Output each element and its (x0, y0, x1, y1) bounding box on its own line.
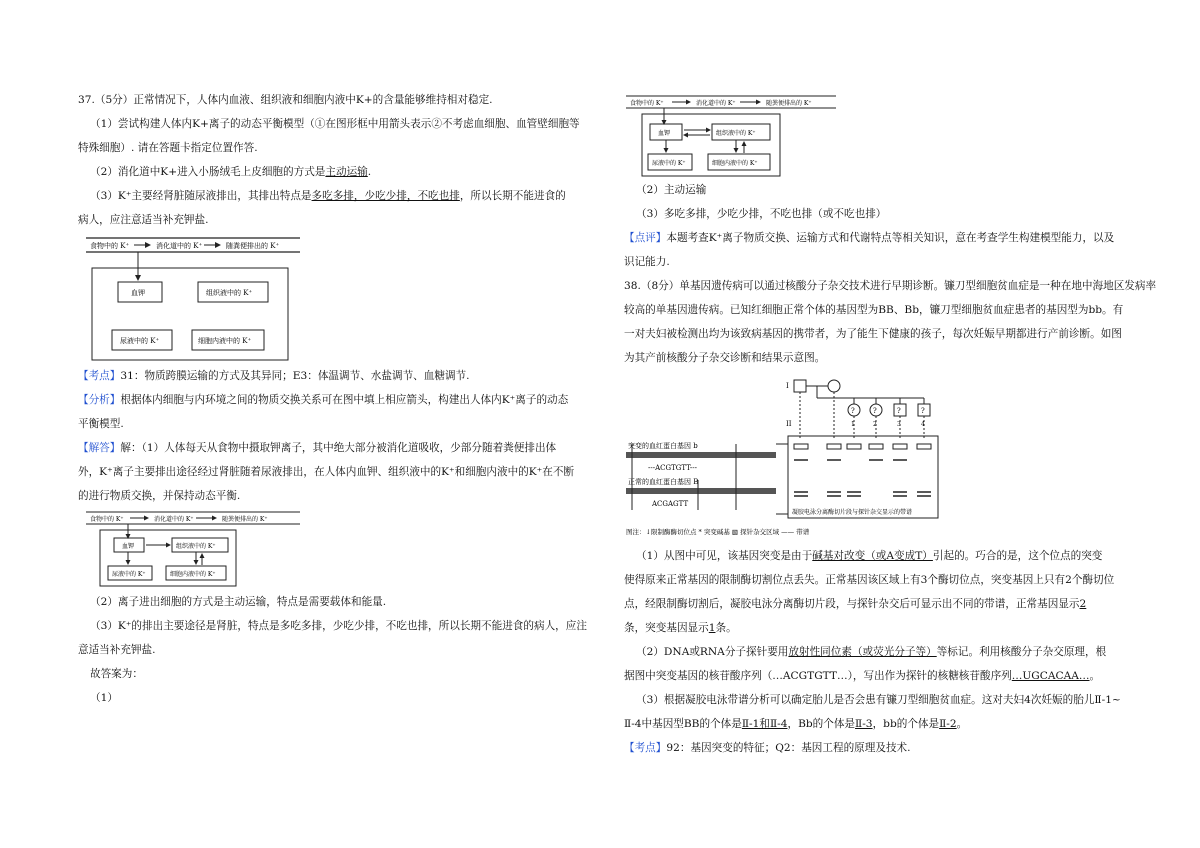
food-k-label: 食物中的 K⁺ (90, 516, 124, 523)
q38-sub3-line2: Ⅱ-4中基因型BB的个体是Ⅱ-1和Ⅱ-4，Bb的个体是Ⅱ-3，bb的个体是Ⅱ-2。 (624, 718, 968, 730)
answer-blank: Ⅱ-2 (939, 718, 957, 730)
answer-intro: 故答案为： (90, 668, 143, 680)
tissue-k-label: 组织液中的 K⁺ (176, 543, 216, 550)
q38-sub3: （3）根据凝胶电泳带谱分析可以确定胎儿是否会患有镰刀型细胞贫血症。这对夫妇4次妊娠的胎儿Ⅱ-1~ (636, 694, 1121, 706)
blood-k-label: 血钾 (131, 289, 145, 297)
svg-text:?: ? (873, 407, 877, 415)
mutant-gene-label: 突变的血红蛋白基因 b (628, 442, 698, 450)
q37-head: 37.（5分）正常情况下，人体内血液、组织液和细胞内液中K+的含量能够维持相对稳定. (78, 94, 493, 106)
q37-part1-line1: （1）尝试构建人体内K+离子的动态平衡模型（①在图形框中用箭头表示②不考虑血细胞、血管壁细胞等 (90, 118, 580, 130)
answer-blank: Ⅱ-1和Ⅱ-4 (741, 718, 788, 730)
answer-blank: 放射性同位素（或荧光分子等） (788, 646, 937, 658)
q38-head: 38.（8分）单基因遗传病可以通过核酸分子杂交技术进行早期诊断。镰刀型细胞贫血症是一种在地中海地区发病率 (624, 280, 1157, 292)
svg-text:2: 2 (873, 421, 877, 428)
jieda-tag: 【解答】 (78, 442, 121, 454)
q37-part3-line2: 病人，应注意适当补充钾盐. (78, 214, 209, 226)
q37-kaodian: 【考点】31：物质跨膜运输的方式及其异同；E3：体温调节、水盐调节、血糖调节. (78, 370, 470, 382)
tissue-k-label: 组织液中的 K⁺ (716, 130, 756, 137)
q38-sub2: （2）DNA或RNA分子探针要用放射性同位素（或荧光分子等）等标记。利用核酸分子杂交原理，根 (636, 646, 1107, 658)
answer-blank: …UGCACAA… (1011, 670, 1090, 682)
fenxi-tag: 【分析】 (78, 394, 121, 406)
urine-k-label: 尿液中的 K⁺ (652, 160, 686, 167)
q37-jieda: 【解答】解：（1）人体每天从食物中摄取钾离子，其中绝大部分被消化道吸收，少部分随着粪便排出体 (78, 442, 557, 454)
generation-2-label: II (786, 420, 792, 428)
q38-sub1: （1）从图中可见，该基因突变是由于碱基对改变（或A变成T）引起的。巧合的是，这个位点的突变 (636, 550, 1103, 562)
answer-blank: 1 (708, 622, 716, 634)
gut-k-label: 消化道中的 K⁺ (154, 516, 194, 523)
q37-part3: （3）K⁺主要经肾脏随尿液排出，其排出特点是多吃多排，少吃少排，不吃也排，所以长期不能进食的 (90, 190, 566, 202)
q37-jieda-line2: 外，K⁺离子主要排出途径经过肾脏随着尿液排出，在人体内血钾、组织液中的K⁺和细胞内液中的K⁺在不断 (78, 466, 575, 478)
gut-k-label: 消化道中的 K⁺ (696, 100, 736, 107)
svg-text:3: 3 (897, 421, 901, 428)
answer-blank: Ⅱ-3 (855, 718, 873, 730)
svg-text:4: 4 (921, 421, 925, 428)
q37-answer3-line2: 意适当补充钾盐. (78, 644, 156, 656)
feces-k-label: 随粪便排出的 K⁺ (226, 242, 280, 250)
normal-sequence: ACGAGTT (652, 500, 689, 508)
food-k-label: 食物中的 K⁺ (630, 100, 664, 107)
q37-part2: （2）消化道中K+进入小肠绒毛上皮细胞的方式是主动运输. (90, 166, 372, 178)
q37-answer3: （3）K⁺的排出主要途径是肾脏，特点是多吃多排，少吃少排，不吃也排，所以长期不能进食的病人，应注 (90, 620, 587, 632)
q38-line4: 为其产前核酸分子杂交诊断和结果示意图。 (624, 352, 826, 364)
r-answer3: （3）多吃多排，少吃少排，不吃也排（或不吃也排） (636, 208, 887, 220)
k-balance-answer-diagram (78, 510, 600, 588)
feces-k-label: 随粪便排出的 K⁺ (766, 100, 812, 107)
q38-sub1-line3: 点，经限制酶切割后，凝胶电泳分离酶切片段，与探针杂交后可显示出不同的带谱，正常基因显示2 (624, 598, 1087, 610)
gel-caption: 凝胶电泳分离酶切片段与探针杂交显示的带谱 (792, 509, 913, 516)
answer-blank: 碱基对改变（或A变成T） (812, 550, 933, 562)
gut-k-label: 消化道中的 K⁺ (156, 242, 203, 250)
answer-blank: 2 (1079, 598, 1087, 610)
q37-answer2: （2）离子进出细胞的方式是主动运输，特点是需要载体和能量. (90, 596, 387, 608)
answer-blank: 主动运输 (325, 166, 368, 178)
kaodian-tag: 【考点】 (624, 742, 667, 754)
q38-line3: 一对夫妇被检测出均为该致病基因的携带者，为了能生下健康的孩子，每次妊娠早期都进行产前诊断。如图 (624, 328, 1122, 340)
left-column (78, 88, 600, 710)
q38-sub1-line4: 条，突变基因显示1条。 (624, 622, 737, 634)
cell-k-label: 细胞内液中的 K⁺ (712, 160, 758, 167)
q38-sub1-line2: 使得原来正常基因的限制酶切割位点丢失。正常基因该区域上有3个酶切位点，突变基因上只有2个酶切位 (624, 574, 1115, 586)
r-dianping-line2: 识记能力. (624, 256, 670, 268)
food-k-label: 食物中的 K⁺ (90, 242, 130, 250)
mutant-sequence: ---ACGTGTT--- (648, 464, 698, 472)
k-balance-final-diagram (624, 92, 1146, 178)
urine-k-label: 尿液中的 K⁺ (112, 571, 146, 578)
cell-k-label: 细胞内液中的 K⁺ (198, 337, 252, 345)
q38-line2: 较高的单基因遗传病。已知红细胞正常个体的基因型为BB、Bb，镰刀型细胞贫血症患者的基因型为bb。有 (624, 304, 1124, 316)
q37-fenxi-line2: 平衡模型. (78, 418, 124, 430)
svg-text:1: 1 (851, 421, 855, 428)
normal-gene-label: 正常的血红蛋白基因 B (628, 478, 699, 486)
svg-text:?: ? (921, 407, 925, 415)
q37-part1-line2: 特殊细胞）. 请在答题卡指定位置作答. (78, 142, 258, 154)
q38-sub2-line2: 据图中突变基因的核苷酸序列（…ACGTGTT…），写出作为探针的核糖核苷酸序列…UGCACAA…。 (624, 670, 1101, 682)
dianping-tag: 【点评】 (624, 232, 667, 244)
cell-k-label: 细胞内液中的 K⁺ (170, 571, 216, 578)
gel-bands (794, 444, 931, 496)
answer-1: （1） (90, 692, 118, 704)
k-balance-diagram (78, 236, 600, 364)
fetus-4 (918, 398, 930, 428)
tissue-k-label: 组织液中的 K⁺ (206, 289, 253, 297)
r-answer2: （2）主动运输 (636, 184, 707, 196)
q38-kaodian: 【考点】92：基因突变的特征；Q2：基因工程的原理及技术. (624, 742, 911, 754)
q37-fenxi: 【分析】根据体内细胞与内环境之间的物质交换关系可在图中填上相应箭头，构建出人体内K⁺离子的动态 (78, 394, 569, 406)
svg-text:?: ? (851, 407, 855, 415)
generation-1-label: I (786, 382, 789, 390)
figure-legend: 图注：↓限制酶酶切位点 * 突变碱基 ▧ 探针杂交区域 —— 带谱 (626, 528, 810, 536)
gene-diagnosis-figure (624, 374, 1146, 542)
urine-k-label: 尿液中的 K⁺ (120, 337, 160, 345)
kaodian-tag: 【考点】 (78, 370, 121, 382)
fetus-3 (894, 398, 906, 428)
answer-blank: 多吃多排，少吃少排，不吃也排 (311, 190, 460, 202)
q37-jieda-line3: 的进行物质交换，并保持动态平衡. (78, 490, 241, 502)
fetus-1 (848, 398, 860, 428)
blood-k-label: 血钾 (658, 130, 671, 137)
feces-k-label: 随粪便排出的 K⁺ (222, 516, 268, 523)
r-dianping: 【点评】本题考查K⁺离子物质交换、运输方式和代谢特点等相关知识，意在考查学生构建模型能力，以及 (624, 232, 1115, 244)
svg-text:?: ? (897, 407, 901, 415)
right-column (624, 88, 1157, 760)
blood-k-label: 血钾 (122, 543, 135, 550)
fetus-2 (870, 398, 882, 428)
